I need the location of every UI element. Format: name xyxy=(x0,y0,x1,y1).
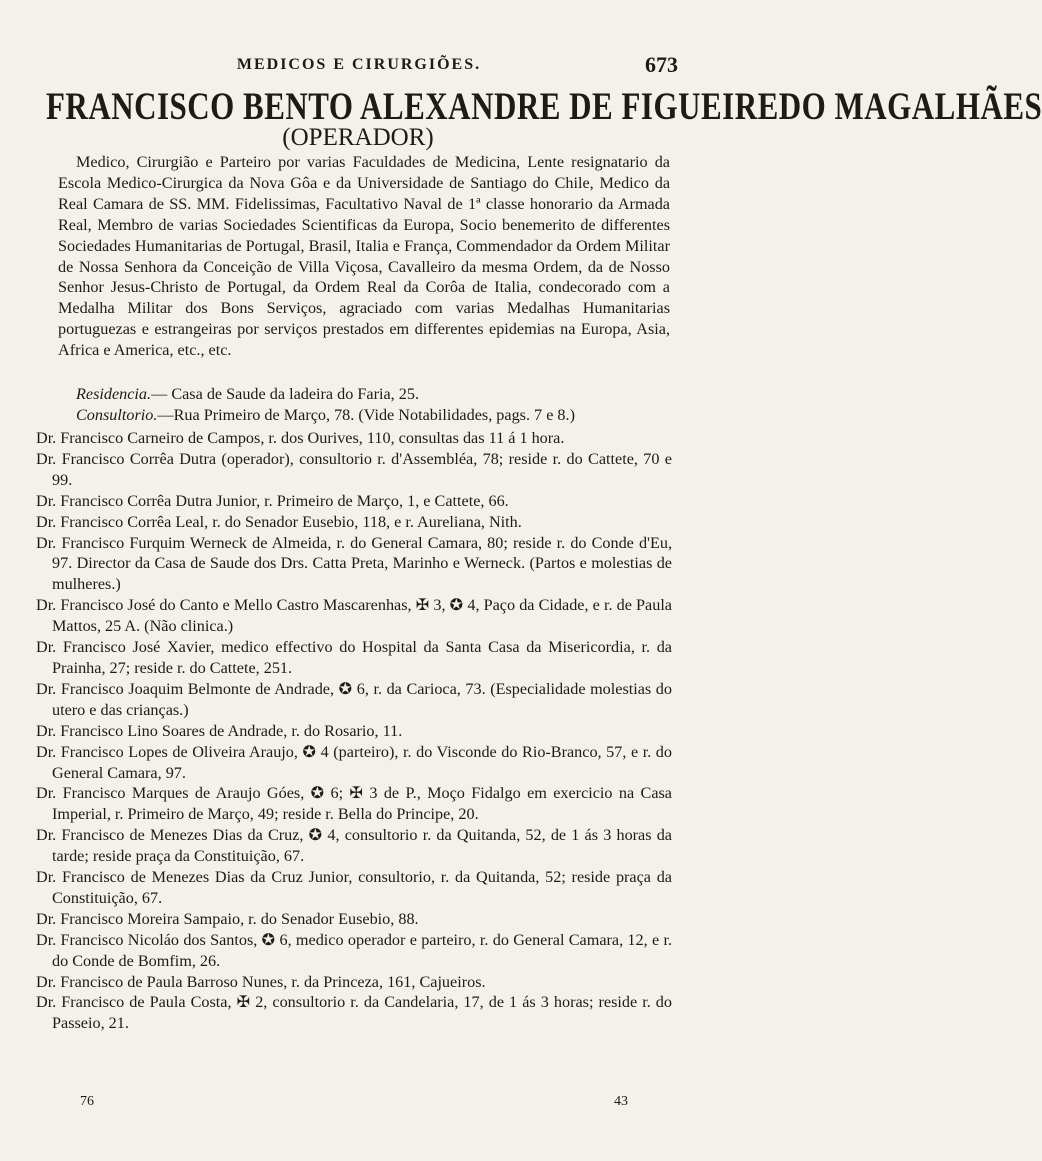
directory-entry: Dr. Francisco Marques de Araujo Góes, ✪ 6; ✠ 3 de P., Moço Fidalgo em exercicio na Casa Imperial, r. Primeiro de Março, 49; reside r. Bella do Principe, 20. xyxy=(36,784,672,824)
office-label: Consultorio. xyxy=(76,405,158,424)
entry-subheading: (OPERADOR) xyxy=(282,124,434,151)
directory-entry: Dr. Francisco Nicoláo dos Santos, ✪ 6, medico operador e parteiro, r. do General Camara, 12, e r. do Conde de Bomfim, 26. xyxy=(36,930,672,970)
running-head xyxy=(40,52,678,80)
signature-mark: 76 xyxy=(80,1094,94,1109)
office-line xyxy=(58,405,670,426)
directory-entry: Dr. Francisco José Xavier, medico effectivo do Hospital da Santa Casa da Misericordia, r. da Prainha, 27; reside r. do Cattete, 251. xyxy=(36,638,672,677)
residence-label: Residencia. xyxy=(76,385,152,403)
residence-text: — Casa de Saude da ladeira do Faria, 25. xyxy=(151,385,419,403)
directory-entry: Dr. Francisco Carneiro de Campos, r. dos Ourives, 110, consultas das 11 á 1 hora. xyxy=(36,429,565,447)
directory-entry: Dr. Francisco de Paula Barroso Nunes, r. da Princeza, 161, Cajueiros. xyxy=(36,972,486,991)
directory-entry: Dr. Francisco de Menezes Dias da Cruz Junior, consultorio, r. da Quitanda, 52; reside praça da Constituição, 67. xyxy=(36,868,672,907)
directory-entry: Dr. Francisco José do Canto e Mello Castro Mascarenhas, ✠ 3, ✪ 4, Paço da Cidade, e r. de Paula Mattos, 25 A. (Não clinica.) xyxy=(36,596,672,636)
directory-list xyxy=(36,428,672,1034)
directory-entry: Dr. Francisco Corrêa Leal, r. do Senador Eusebio, 118, e r. Aureliana, Nith. xyxy=(36,512,522,531)
directory-entry: Dr. Francisco Lino Soares de Andrade, r. do Rosario, 11. xyxy=(36,721,403,740)
page-number: 673 xyxy=(645,52,678,77)
contact-block xyxy=(58,384,670,426)
directory-entry: Dr. Francisco Corrêa Dutra Junior, r. Primeiro de Março, 1, e Cattete, 66. xyxy=(36,491,509,510)
directory-entry: Dr. Francisco Moreira Sampaio, r. do Senador Eusebio, 88. xyxy=(36,909,419,928)
directory-entry: Dr. Francisco Joaquim Belmonte de Andrade, ✪ 6, r. da Carioca, 73. (Especialidade molestias do utero e das crianças.) xyxy=(36,679,672,719)
entry-heading: FRANCISCO BENTO ALEXANDRE DE FIGUEIREDO MAGALHÃES xyxy=(46,84,1042,128)
office-text: —Rua Primeiro de Março, 78. (Vide Notabilidades, pags. 7 e 8.) xyxy=(157,405,575,424)
sheet-number: 43 xyxy=(614,1094,628,1109)
directory-entry: Dr. Francisco Corrêa Dutra (operador), consultorio r. d'Assembléa, 78; reside r. do Cattete, 70 e 99. xyxy=(36,449,672,489)
directory-entry: Dr. Francisco Lopes de Oliveira Araujo, ✪ 4 (parteiro), r. do Visconde do Rio-Branco, 57, e r. do General Camara, 97. xyxy=(36,742,672,782)
residence-line xyxy=(58,384,670,405)
biography-paragraph: Medico, Cirurgião e Parteiro por varias Faculdades de Medicina, Lente resignatario da Escola Medico-Cirurgica da Nova Gôa e da Universidade de Santiago do Chile, Medico da Real Camara de SS. MM. Fidelissimas, Facultativo Naval de 1ª classe honorario da Armada Real, Membro de varias Sociedades Scientificas da Europa, Socio benemerito de differentes Sociedades Humanitarias de Portugal, Brasil, Italia e França, Commendador da Ordem Militar de Nossa Senhora da Conceição de Villa Viçosa, Cavalleiro da mesma Ordem, da de Nosso Senhor Jesus-Christo de Portugal, da Ordem Real da Corôa de Italia, condecorado com a Medalha Militar dos Bons Serviços, agraciado com varias Medalhas Humanitarias portuguezas e estrangeiras por serviços prestados em differentes epidemias na Europa, Asia, Africa e America, etc., etc. xyxy=(58,153,670,360)
running-head-title: MEDICOS E CIRURGIÕES. xyxy=(236,56,482,73)
directory-entry: Dr. Francisco Furquim Werneck de Almeida, r. do General Camara, 80; reside r. do Conde d'Eu, 97. Director da Casa de Saude dos Drs. Catta Preta, Marinho e Werneck. (Partos e molestias de mulheres.) xyxy=(36,533,672,594)
directory-entry: Dr. Francisco de Paula Costa, ✠ 2, consultorio r. da Candelaria, 17, de 1 ás 3 horas; reside r. do Passeio, 21. xyxy=(36,993,672,1033)
directory-entry: Dr. Francisco de Menezes Dias da Cruz, ✪ 4, consultorio r. da Quitanda, 52, de 1 ás 3 horas da tarde; reside praça da Constituição, 67. xyxy=(36,826,672,866)
